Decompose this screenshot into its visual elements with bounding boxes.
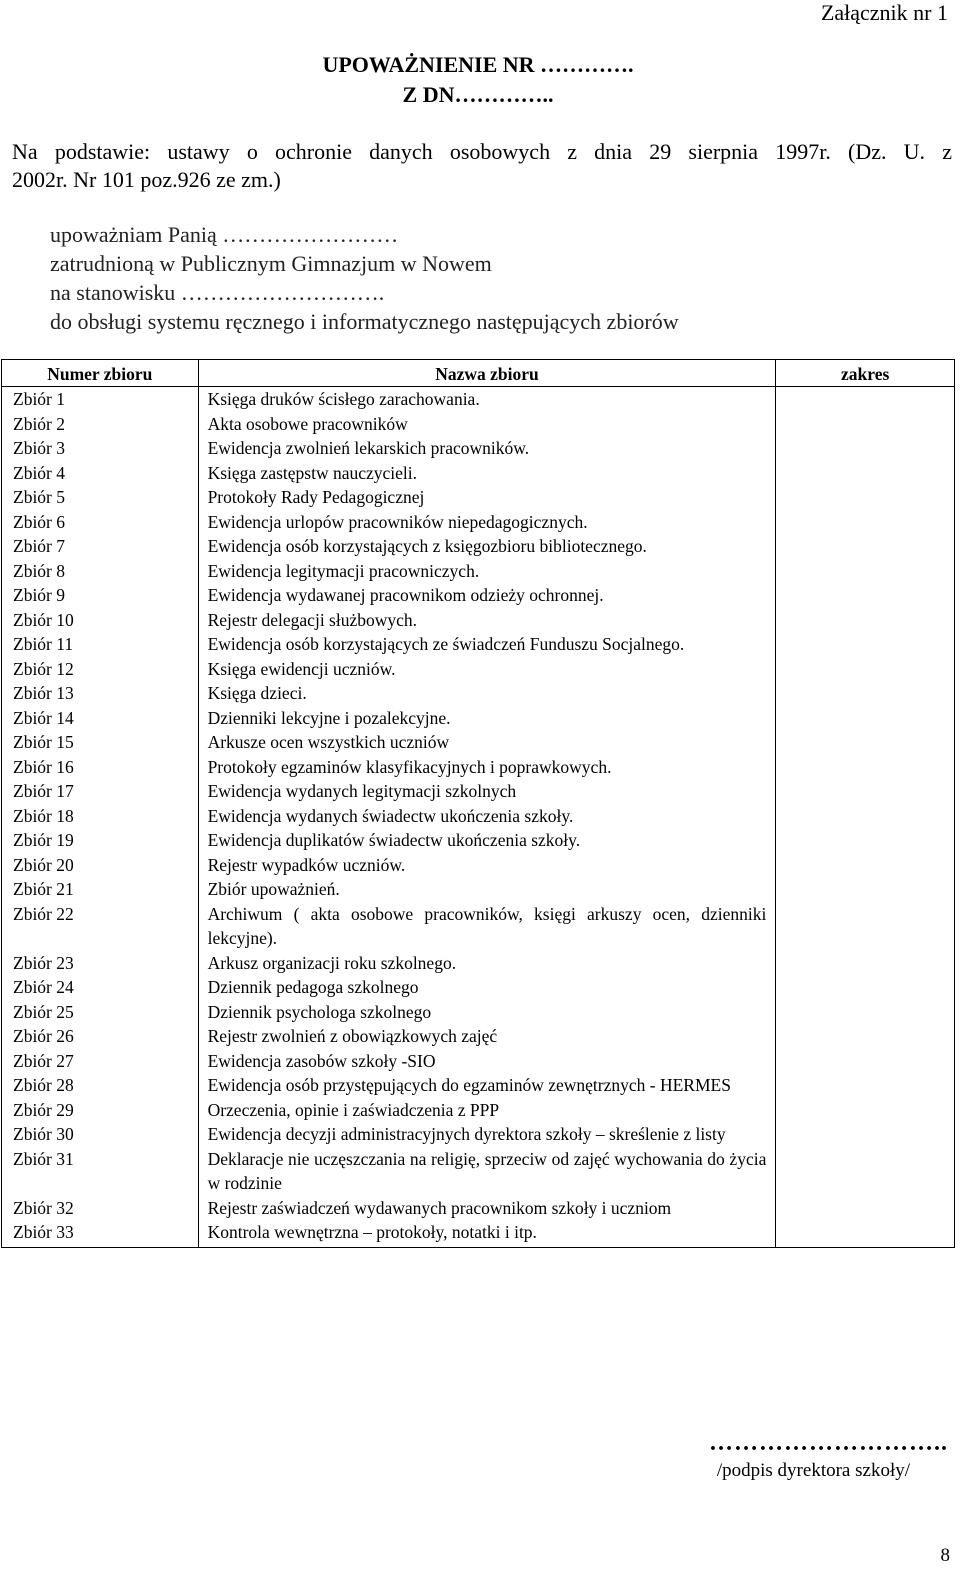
set-scope xyxy=(776,510,955,535)
table-row xyxy=(2,1000,955,1025)
set-scope xyxy=(776,853,955,878)
set-scope xyxy=(776,902,955,951)
set-name: Ewidencja decyzji administracyjnych dyrektora szkoły – skreślenie z listy xyxy=(198,1122,776,1147)
set-scope xyxy=(776,583,955,608)
set-name: Rejestr zwolnień z obowiązkowych zajęć xyxy=(198,1024,776,1049)
table-row xyxy=(2,1147,955,1196)
set-name: Archiwum ( akta osobowe pracowników, księgi arkuszy ocen, dzienniki lekcyjne). xyxy=(198,902,776,951)
set-scope xyxy=(776,412,955,437)
set-scope xyxy=(776,1147,955,1196)
table-row xyxy=(2,608,955,633)
set-number: Zbiór 19 xyxy=(2,828,199,853)
document-title: UPOWAŻNIENIE NR …………. xyxy=(322,52,634,77)
set-scope xyxy=(776,706,955,731)
set-name: Księga dzieci. xyxy=(198,681,776,706)
set-number: Zbiór 30 xyxy=(2,1122,199,1147)
set-name: Rejestr delegacji służbowych. xyxy=(198,608,776,633)
set-name: Ewidencja legitymacji pracowniczych. xyxy=(198,559,776,584)
table-row xyxy=(2,632,955,657)
set-number: Zbiór 16 xyxy=(2,755,199,780)
table-row xyxy=(2,877,955,902)
column-header-scope: zakres xyxy=(776,360,955,387)
table-row xyxy=(2,1122,955,1147)
set-number: Zbiór 5 xyxy=(2,485,199,510)
set-name: Ewidencja wydanych świadectw ukończenia szkoły. xyxy=(198,804,776,829)
table-row xyxy=(2,387,955,412)
set-name: Kontrola wewnętrzna – protokoły, notatki i itp. xyxy=(198,1220,776,1247)
table-row xyxy=(2,853,955,878)
set-scope xyxy=(776,1024,955,1049)
set-number: Zbiór 29 xyxy=(2,1098,199,1123)
set-number: Zbiór 17 xyxy=(2,779,199,804)
set-number: Zbiór 27 xyxy=(2,1049,199,1074)
set-number: Zbiór 13 xyxy=(2,681,199,706)
set-name: Ewidencja wydawanej pracownikom odzieży ochronnej. xyxy=(198,583,776,608)
set-name: Rejestr zaświadczeń wydawanych pracownikom szkoły i uczniom xyxy=(198,1196,776,1221)
table-row xyxy=(2,804,955,829)
set-scope xyxy=(776,1196,955,1221)
table-row xyxy=(2,779,955,804)
employer-line: zatrudnioną w Publicznym Gimnazjum w Nowem xyxy=(50,251,492,276)
table-header-row xyxy=(2,360,955,387)
set-scope xyxy=(776,755,955,780)
set-number: Zbiór 12 xyxy=(2,657,199,682)
set-name: Ewidencja osób korzystających z księgozbioru bibliotecznego. xyxy=(198,534,776,559)
table-row xyxy=(2,730,955,755)
table-row xyxy=(2,706,955,731)
set-number: Zbiór 32 xyxy=(2,1196,199,1221)
table-row xyxy=(2,1098,955,1123)
set-name: Dziennik pedagoga szkolnego xyxy=(198,975,776,1000)
position-line: na stanowisku ………………………. xyxy=(50,280,385,305)
set-scope xyxy=(776,485,955,510)
set-number: Zbiór 2 xyxy=(2,412,199,437)
set-number: Zbiór 24 xyxy=(2,975,199,1000)
set-name: Protokoły egzaminów klasyfikacyjnych i poprawkowych. xyxy=(198,755,776,780)
table-row xyxy=(2,559,955,584)
set-scope xyxy=(776,681,955,706)
set-scope xyxy=(776,559,955,584)
legal-basis xyxy=(12,138,952,194)
set-scope xyxy=(776,1049,955,1074)
set-number: Zbiór 4 xyxy=(2,461,199,486)
set-scope xyxy=(776,828,955,853)
set-scope xyxy=(776,436,955,461)
set-name: Księga zastępstw nauczycieli. xyxy=(198,461,776,486)
set-name: Dziennik psychologa szkolnego xyxy=(198,1000,776,1025)
table-row xyxy=(2,510,955,535)
set-name: Zbiór upoważnień. xyxy=(198,877,776,902)
set-name: Ewidencja osób przystępujących do egzaminów zewnętrznych - HERMES xyxy=(198,1073,776,1098)
set-number: Zbiór 18 xyxy=(2,804,199,829)
scope-intro-line: do obsługi systemu ręcznego i informatycznego następujących zbiorów xyxy=(50,309,679,334)
set-scope xyxy=(776,1000,955,1025)
set-number: Zbiór 28 xyxy=(2,1073,199,1098)
table-row xyxy=(2,657,955,682)
set-scope xyxy=(776,387,955,412)
table-row xyxy=(2,902,955,951)
set-number: Zbiór 10 xyxy=(2,608,199,633)
table-row xyxy=(2,534,955,559)
legal-basis-line-2: 2002r. Nr 101 poz.926 ze zm.) xyxy=(12,167,281,192)
set-number: Zbiór 22 xyxy=(2,902,199,951)
set-name: Ewidencja osób korzystających ze świadczeń Funduszu Socjalnego. xyxy=(198,632,776,657)
set-name: Księga druków ścisłego zarachowania. xyxy=(198,387,776,412)
authorized-person-line: upoważniam Panią …………………… xyxy=(50,222,399,247)
set-name: Akta osobowe pracowników xyxy=(198,412,776,437)
set-scope xyxy=(776,779,955,804)
set-scope xyxy=(776,1220,955,1247)
set-scope xyxy=(776,804,955,829)
set-scope xyxy=(776,534,955,559)
set-number: Zbiór 8 xyxy=(2,559,199,584)
table-row xyxy=(2,583,955,608)
legal-basis-line-1: Na podstawie: ustawy o ochronie danych osobowych z dnia 29 sierpnia 1997r. (Dz. U. z xyxy=(12,139,952,164)
page-number: 8 xyxy=(940,1545,950,1566)
signature-line: ……………………….. xyxy=(709,1430,948,1456)
set-number: Zbiór 15 xyxy=(2,730,199,755)
table-row xyxy=(2,1220,955,1247)
set-number: Zbiór 9 xyxy=(2,583,199,608)
set-number: Zbiór 11 xyxy=(2,632,199,657)
table-row xyxy=(2,1049,955,1074)
set-scope xyxy=(776,1122,955,1147)
table-row xyxy=(2,681,955,706)
set-number: Zbiór 14 xyxy=(2,706,199,731)
set-number: Zbiór 1 xyxy=(2,387,199,412)
set-name: Arkusz organizacji roku szkolnego. xyxy=(198,951,776,976)
set-scope xyxy=(776,461,955,486)
set-number: Zbiór 7 xyxy=(2,534,199,559)
set-name: Arkusze ocen wszystkich uczniów xyxy=(198,730,776,755)
set-number: Zbiór 33 xyxy=(2,1220,199,1247)
set-number: Zbiór 23 xyxy=(2,951,199,976)
table-row xyxy=(2,1196,955,1221)
column-header-number: Numer zbioru xyxy=(2,360,199,387)
set-scope xyxy=(776,730,955,755)
column-header-name: Nazwa zbioru xyxy=(198,360,776,387)
set-scope xyxy=(776,632,955,657)
set-number: Zbiór 20 xyxy=(2,853,199,878)
data-sets-table xyxy=(1,359,955,1248)
set-scope xyxy=(776,1073,955,1098)
set-number: Zbiór 21 xyxy=(2,877,199,902)
set-name: Protokoły Rady Pedagogicznej xyxy=(198,485,776,510)
set-scope xyxy=(776,877,955,902)
set-name: Ewidencja zwolnień lekarskich pracowników. xyxy=(198,436,776,461)
table-row xyxy=(2,1024,955,1049)
table-row xyxy=(2,828,955,853)
set-number: Zbiór 6 xyxy=(2,510,199,535)
document-date: Z DN………….. xyxy=(402,82,554,107)
set-scope xyxy=(776,608,955,633)
set-name: Ewidencja duplikatów świadectw ukończenia szkoły. xyxy=(198,828,776,853)
table-row xyxy=(2,975,955,1000)
set-name: Ewidencja urlopów pracowników niepedagogicznych. xyxy=(198,510,776,535)
set-name: Ewidencja zasobów szkoły -SIO xyxy=(198,1049,776,1074)
set-name: Księga ewidencji uczniów. xyxy=(198,657,776,682)
set-name: Dzienniki lekcyjne i pozalekcyjne. xyxy=(198,706,776,731)
set-name: Deklaracje nie uczęszczania na religię, sprzeciw od zajęć wychowania do życia w rodzinie xyxy=(198,1147,776,1196)
set-number: Zbiór 31 xyxy=(2,1147,199,1196)
table-row xyxy=(2,951,955,976)
attachment-label: Załącznik nr 1 xyxy=(820,0,948,25)
set-scope xyxy=(776,951,955,976)
table-row xyxy=(2,485,955,510)
table-row xyxy=(2,1073,955,1098)
set-scope xyxy=(776,1098,955,1123)
set-scope xyxy=(776,975,955,1000)
set-number: Zbiór 3 xyxy=(2,436,199,461)
set-number: Zbiór 25 xyxy=(2,1000,199,1025)
set-name: Orzeczenia, opinie i zaświadczenia z PPP xyxy=(198,1098,776,1123)
table-row xyxy=(2,436,955,461)
table-row xyxy=(2,755,955,780)
table-row xyxy=(2,412,955,437)
set-scope xyxy=(776,657,955,682)
set-name: Ewidencja wydanych legitymacji szkolnych xyxy=(198,779,776,804)
set-number: Zbiór 26 xyxy=(2,1024,199,1049)
set-name: Rejestr wypadków uczniów. xyxy=(198,853,776,878)
table-row xyxy=(2,461,955,486)
signature-label: /podpis dyrektora szkoły/ xyxy=(716,1460,910,1481)
